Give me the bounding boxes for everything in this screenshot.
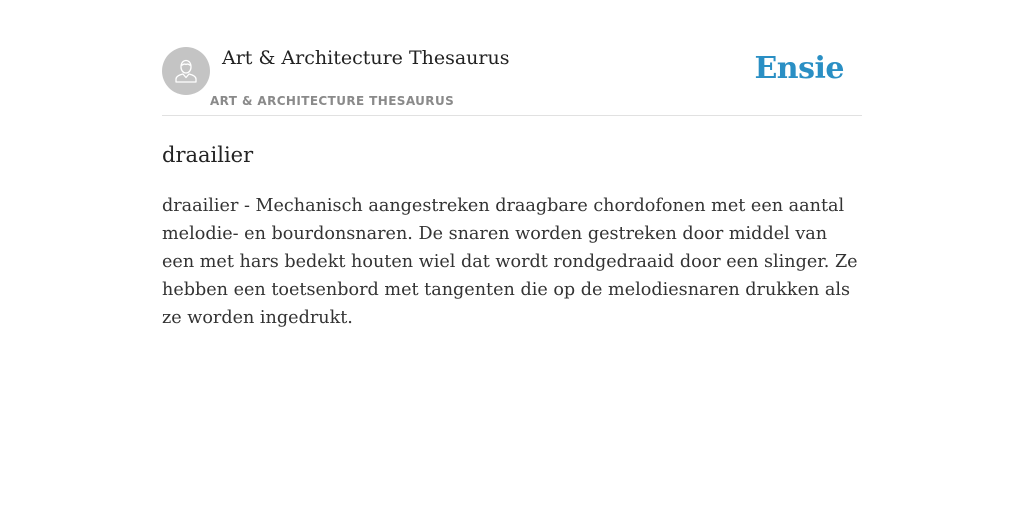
- entry-title: draailier: [162, 143, 254, 167]
- content-container: [162, 0, 862, 328]
- page-header: [162, 0, 862, 116]
- entry-definition: draailier - Mechanisch aangestreken draagbare chordofonen met een aantal melodie- en bourdonsnaren. De snaren worden gestreken door middel van een met hars bedekt houten wiel dat wordt rondgedraaid door een slinger. Ze hebben een toetsenbord met tangenten die op de melodiesnaren drukken als ze worden ingedrukt.: [162, 196, 858, 328]
- source-name-link[interactable]: Art & Architecture Thesaurus: [222, 47, 510, 69]
- user-icon: [171, 56, 201, 86]
- source-subtitle: ART & ARCHITECTURE THESAURUS: [210, 94, 455, 108]
- avatar[interactable]: [162, 47, 210, 95]
- ensie-logo[interactable]: Ensie: [754, 51, 844, 86]
